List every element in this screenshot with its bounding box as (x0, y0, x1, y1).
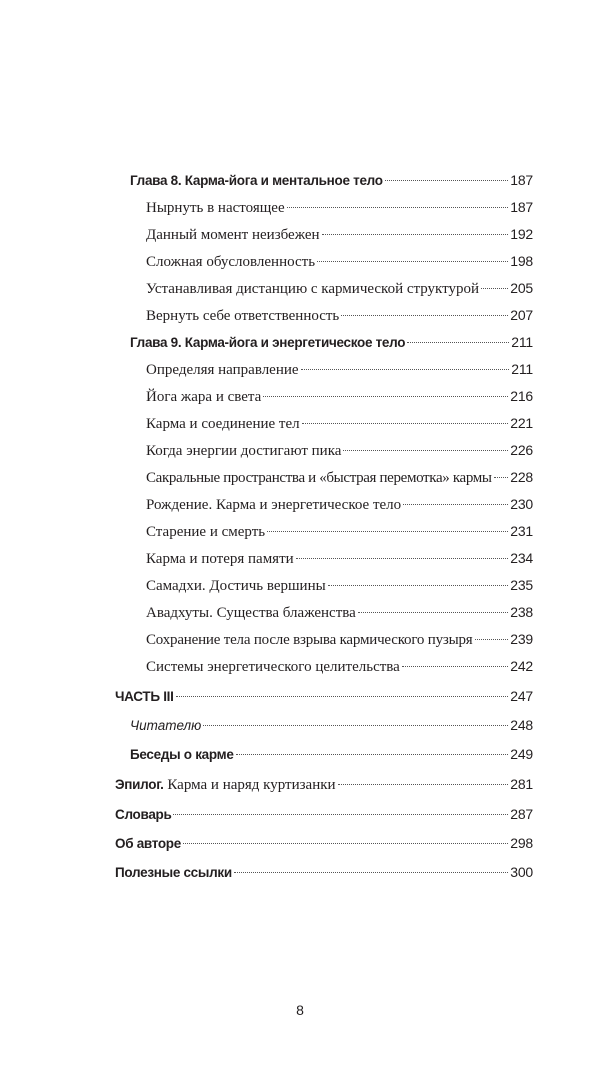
dot-leader (203, 725, 508, 726)
section-title: Системы энергетического целительства (146, 659, 400, 675)
toc-section (115, 437, 533, 464)
toc-section (115, 410, 533, 437)
toc-section (115, 599, 533, 626)
page-number: 281 (510, 776, 533, 792)
dot-leader (494, 477, 509, 478)
dot-leader (475, 639, 509, 640)
section-title: Вернуть себе ответственность (146, 308, 340, 324)
toc-chapter-9 (115, 329, 533, 356)
dot-leader (385, 180, 509, 181)
toc-epilogue (115, 771, 533, 798)
page-number: 211 (511, 334, 533, 350)
page-number: 216 (510, 388, 533, 404)
page-number: 198 (510, 253, 533, 269)
toc-part-3 (115, 683, 533, 710)
dot-leader (287, 207, 509, 208)
entry-title: Об авторе (115, 836, 181, 851)
toc-about-author (115, 830, 533, 857)
toc-section (115, 464, 533, 491)
page-number: 235 (510, 577, 533, 593)
page-number: 192 (510, 226, 533, 242)
dot-leader (296, 558, 509, 559)
page-number: 187 (510, 172, 533, 188)
toc-to-reader (115, 712, 533, 739)
dot-leader (263, 396, 508, 397)
page-folio: 8 (296, 1002, 304, 1018)
page-number: 248 (510, 717, 533, 733)
page-number: 205 (510, 280, 533, 296)
dot-leader (403, 504, 508, 505)
page-number: 228 (510, 469, 533, 485)
page-number: 298 (510, 835, 533, 851)
dot-leader (183, 843, 508, 844)
entry-title: Полезные ссылки (115, 865, 232, 880)
dot-leader (236, 754, 509, 755)
page-number: 238 (510, 604, 533, 620)
page-number: 230 (510, 496, 533, 512)
dot-leader (402, 666, 508, 667)
dot-leader (267, 531, 508, 532)
page-number: 300 (510, 864, 533, 880)
toc-section (115, 194, 533, 221)
toc-section (115, 356, 533, 383)
toc-section (115, 248, 533, 275)
dot-leader (317, 261, 508, 262)
dot-leader (176, 696, 509, 697)
section-title: Самадхи. Достичь вершины (146, 578, 326, 594)
toc-section (115, 545, 533, 572)
dot-leader (481, 288, 508, 289)
dot-leader (341, 315, 508, 316)
page-number: 211 (511, 361, 533, 377)
page-number: 221 (510, 415, 533, 431)
toc-section (115, 518, 533, 545)
toc-glossary (115, 801, 533, 828)
toc-talks (115, 741, 533, 768)
section-title: Когда энергии достигают пика (146, 443, 342, 459)
toc-section (115, 626, 533, 653)
dot-leader (343, 450, 508, 451)
page-number: 234 (510, 550, 533, 566)
section-title: Сложная обусловленность (146, 254, 316, 270)
section-title: Рождение. Карма и энергетическое тело (146, 497, 402, 513)
dot-leader (302, 423, 509, 424)
section-title: Карма и потеря памяти (146, 551, 294, 567)
page-number: 207 (510, 307, 533, 323)
entry-title: Карма и наряд куртизанки (163, 777, 336, 793)
page-number: 187 (510, 199, 533, 215)
chapter-title: Глава 9. Карма-йога и энергетическое тело (130, 335, 406, 350)
entry-title: Читателю (130, 718, 202, 733)
page-number: 242 (510, 658, 533, 674)
epilogue-label: Эпилог. (115, 777, 164, 792)
section-title: Старение и смерть (146, 524, 266, 540)
dot-leader (173, 814, 508, 815)
toc-section (115, 653, 533, 680)
toc-chapter-8 (115, 167, 533, 194)
page-number: 226 (510, 442, 533, 458)
toc-section (115, 572, 533, 599)
chapter-title: Глава 8. Карма-йога и ментальное тело (130, 173, 383, 188)
dot-leader (234, 872, 508, 873)
dot-leader (301, 369, 510, 370)
part-title: ЧАСТЬ III (115, 689, 174, 704)
section-title: Авадхуты. Существа блаженства (146, 605, 356, 621)
page-number: 239 (510, 631, 533, 647)
dot-leader (407, 342, 509, 343)
section-title: Нырнуть в настоящее (146, 200, 285, 216)
table-of-contents (115, 167, 533, 886)
section-title: Карма и соединение тел (146, 416, 300, 432)
toc-section (115, 275, 533, 302)
dot-leader (358, 612, 508, 613)
page-number: 249 (510, 746, 533, 762)
section-title: Сохранение тела после взрыва кармического пузыря (146, 632, 473, 648)
dot-leader (322, 234, 509, 235)
entry-title: Словарь (115, 807, 172, 822)
section-title: Сакральные пространства и «быстрая перемотка» кармы (146, 470, 492, 486)
toc-section (115, 383, 533, 410)
dot-leader (328, 585, 509, 586)
page-number: 247 (510, 688, 533, 704)
toc-section (115, 221, 533, 248)
section-title: Определяя направление (146, 362, 299, 378)
page-number: 287 (510, 806, 533, 822)
toc-useful-links (115, 859, 533, 886)
section-title: Данный момент неизбежен (146, 227, 320, 243)
entry-title: Беседы о карме (130, 747, 234, 762)
page-number: 231 (510, 523, 533, 539)
dot-leader (338, 784, 509, 785)
section-title: Йога жара и света (146, 389, 262, 405)
toc-section (115, 302, 533, 329)
toc-section (115, 491, 533, 518)
section-title: Устанавливая дистанцию с кармической структурой (146, 281, 480, 297)
